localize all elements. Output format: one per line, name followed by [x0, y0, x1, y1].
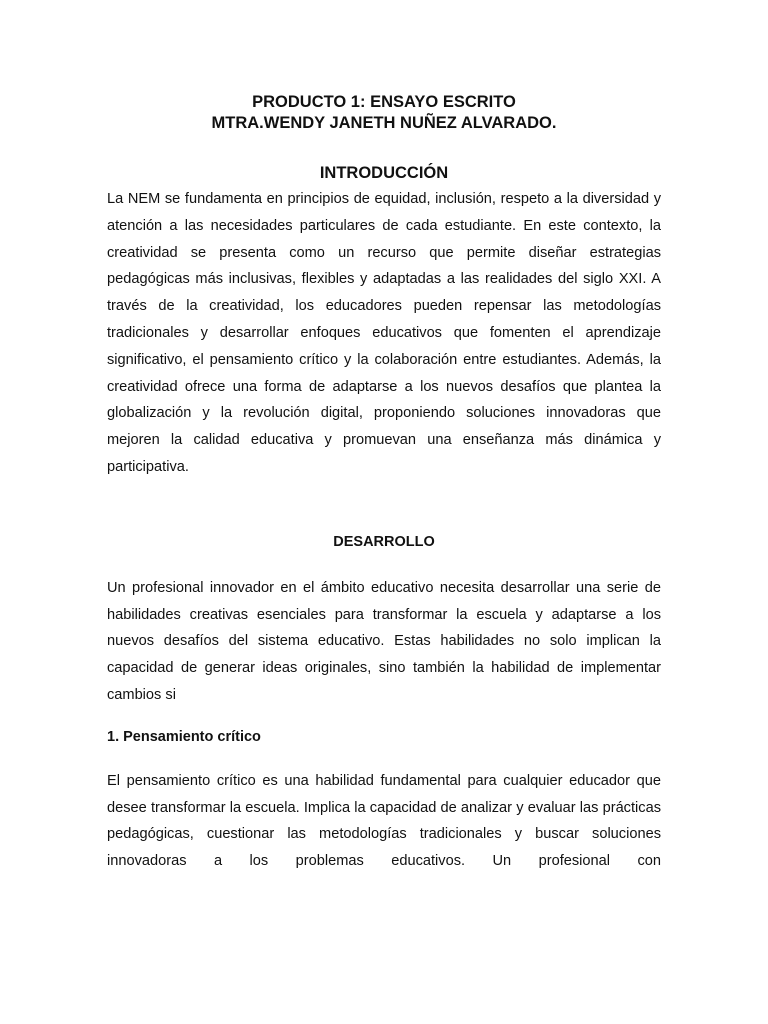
critical-thinking-paragraph: El pensamiento crítico es una habilidad fundamental para cualquier educador que desee transformar la escuela. Implica la capacidad de analizar y evaluar las prácticas pedagógicas, cuestionar las metodologías tradicionales y buscar soluciones innovadoras a los problemas educativos. Un profesional con [107, 772, 661, 870]
introduction-heading: INTRODUCCIÓN [319, 164, 449, 182]
development-heading: DESARROLLO [333, 533, 435, 550]
document-title-line-1: PRODUCTO 1: ENSAYO ESCRITO [252, 93, 516, 111]
critical-thinking-heading: 1. Pensamiento crítico [107, 728, 261, 745]
development-paragraph: Un profesional innovador en el ámbito educativo necesita desarrollar una serie de habilidades creativas esenciales para transformar la escuela y adaptarse a los nuevos desafíos del sistema educativo. Estas habilidades no solo implican la capacidad de generar ideas originales, sino también la habilidad de implementar cambios si [107, 579, 661, 703]
document-page [107, 92, 661, 875]
introduction-paragraph: La NEM se fundamenta en principios de equidad, inclusión, respeto a la diversidad y atención a las necesidades particulares de cada estudiante. En este contexto, la creatividad se presenta como un recurso que permite diseñar estrategias pedagógicas más inclusivas, flexibles y adaptadas a las realidades del siglo XXI. A través de la creatividad, los educadores pueden repensar las metodologías tradicionales y desarrollar enfoques educativos que fomenten el aprendizaje significativo, el pensamiento crítico y la colaboración entre estudiantes. Además, la creatividad ofrece una forma de adaptarse a los nuevos desafíos que plantea la globalización y la revolución digital, proponiendo soluciones innovadoras que mejoren la calidad educativa y promuevan una enseñanza más dinámica y participativa. [107, 191, 661, 475]
document-title-line-2: MTRA.WENDY JANETH NUÑEZ ALVARADO. [211, 114, 557, 132]
